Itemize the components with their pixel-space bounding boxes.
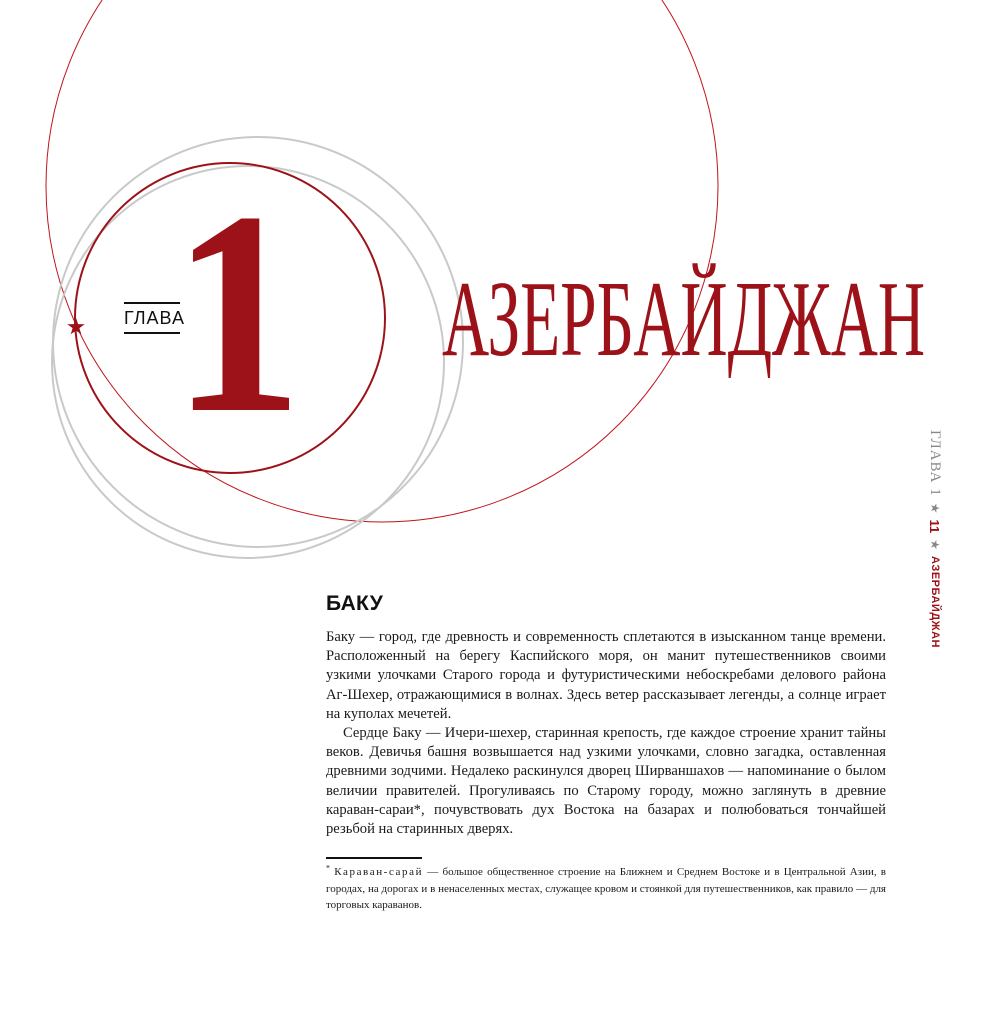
chapter-number: 1: [172, 152, 303, 473]
paragraph: Сердце Баку — Ичери-шехер, старинная крепость, где каждое строение хранит тайны веков. Девичья башня возвышается над узкими улочками, словно загадка, оставленная древними зодчими. Недалеко раскинулся дворец Ширваншахов — напоминание о былом величии правителей. Прогуливаясь по Старому городу, можно заглянуть в древние караван-сараи*, почувствовать дух Востока на базарах и полюбоваться тончайшей резьбой на старинных дверях.: [326, 725, 886, 838]
chapter-label: ГЛАВА: [124, 302, 180, 334]
section-heading: БАКУ: [326, 592, 384, 615]
footnote-text: — большое общественное строение на Ближнем и Среднем Востоке и в Центральной Азии, в городах, на дорогах и в ненаселенных местах, служащее кровом и стоянкой для путешественников, как правило — для торговых караванов.: [326, 866, 887, 911]
star-icon: ★: [928, 539, 942, 550]
footnote-mark: *: [326, 863, 330, 873]
star-icon: ★: [928, 502, 942, 514]
footnote: [326, 864, 886, 914]
running-head-title: АЗЕРБАЙДЖАН: [929, 555, 941, 648]
paragraph: Баку — город, где древность и современность сплетаются в изысканном танце времени. Расположенный на берегу Каспийского моря, он манит путешественников своими узкими улочками Старого города и футуристическими небоскребами делового района Аг-Шехер, отражающимися в волнах. Здесь ветер рассказывает легенды, а солнце играет на куполах мечетей.: [326, 629, 886, 722]
footnote-term: Караван-сарай: [334, 866, 424, 878]
running-head: [924, 430, 946, 648]
chapter-title: АЗЕРБАЙДЖАН: [442, 260, 926, 379]
running-head-chapter: ГЛАВА 1: [927, 430, 944, 497]
page-number: 11: [927, 519, 943, 534]
footnote-rule: [326, 857, 422, 859]
body-text: [326, 628, 886, 839]
